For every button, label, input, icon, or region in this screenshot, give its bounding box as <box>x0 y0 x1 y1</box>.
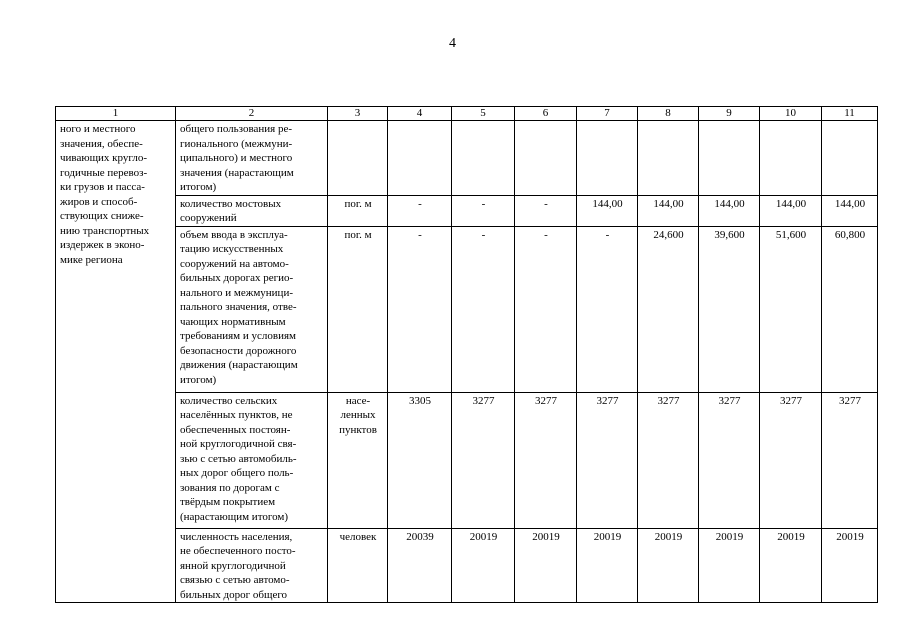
value-cell: 3277 <box>452 392 515 528</box>
value-cell <box>577 121 638 196</box>
value-cell <box>699 121 760 196</box>
value-cell: - <box>452 195 515 226</box>
value-cell: - <box>515 195 577 226</box>
column-header: 3 <box>328 107 388 121</box>
column-header: 4 <box>388 107 452 121</box>
value-cell <box>760 121 822 196</box>
value-cell: 20019 <box>452 528 515 603</box>
value-cell: 144,00 <box>760 195 822 226</box>
table-row <box>56 226 878 392</box>
value-cell: 60,800 <box>822 226 878 392</box>
indicator-name: объем ввода в эксплуа- тацию искусственных сооружений на автомо- бильных дорогах регио- нального и межмуници- пального значения, отве- чающих нормативным требованиям и условиям безопасности дорожного движения (нарастающим итогом) <box>176 226 328 392</box>
value-cell: 144,00 <box>699 195 760 226</box>
indicator-name: количество мостовых сооружений <box>176 195 328 226</box>
indicator-name: общего пользования ре- гионального (межмуни- ципального) и местного значения (нарастающим итогом) <box>176 121 328 196</box>
value-cell: 39,600 <box>699 226 760 392</box>
value-cell: 24,600 <box>638 226 699 392</box>
value-cell: 3277 <box>577 392 638 528</box>
value-cell: 20019 <box>699 528 760 603</box>
column-header: 7 <box>577 107 638 121</box>
value-cell: - <box>515 226 577 392</box>
value-cell <box>452 121 515 196</box>
indicator-name: количество сельских населённых пунктов, не обеспеченных постоян- ной круглогодичной свя- зью с сетью автомобиль- ных дорог общего поль- зования по дорогам с твёрдым покрытием (нарастающим итогом) <box>176 392 328 528</box>
page-number: 4 <box>449 36 456 51</box>
value-cell: 3277 <box>760 392 822 528</box>
value-cell <box>515 121 577 196</box>
column-header: 2 <box>176 107 328 121</box>
value-cell: 20019 <box>822 528 878 603</box>
value-cell: 144,00 <box>822 195 878 226</box>
value-cell: 144,00 <box>577 195 638 226</box>
column-header: 8 <box>638 107 699 121</box>
value-cell: - <box>452 226 515 392</box>
value-cell <box>638 121 699 196</box>
value-cell: 20019 <box>515 528 577 603</box>
value-cell: 3277 <box>638 392 699 528</box>
column-header: 1 <box>56 107 176 121</box>
value-cell <box>822 121 878 196</box>
value-cell: 51,600 <box>760 226 822 392</box>
column-header: 5 <box>452 107 515 121</box>
value-cell: 20019 <box>577 528 638 603</box>
value-cell: - <box>577 226 638 392</box>
indicators-table <box>55 106 878 603</box>
column-header: 10 <box>760 107 822 121</box>
value-cell: - <box>388 226 452 392</box>
unit-cell: человек <box>328 528 388 603</box>
table-row <box>56 528 878 603</box>
table-row <box>56 195 878 226</box>
header-row <box>56 107 878 121</box>
unit-cell <box>328 121 388 196</box>
unit-cell: пог. м <box>328 226 388 392</box>
value-cell: 20019 <box>638 528 699 603</box>
value-cell <box>388 121 452 196</box>
value-cell: 3277 <box>822 392 878 528</box>
value-cell: 3277 <box>515 392 577 528</box>
value-cell: 3305 <box>388 392 452 528</box>
goal-cell: ного и местного значения, обеспе- чивающих кругло- годичные перевоз- ки грузов и пасса- жиров и способ- ствующих сниже- нию транспортных издержек в эконо- мике региона <box>56 121 176 603</box>
unit-cell: пог. м <box>328 195 388 226</box>
value-cell: 20019 <box>760 528 822 603</box>
value-cell: 20039 <box>388 528 452 603</box>
table-row <box>56 121 878 196</box>
value-cell: 3277 <box>699 392 760 528</box>
indicator-name: численность населения, не обеспеченного посто- янной круглогодичной связью с сетью автомо- бильных дорог общего <box>176 528 328 603</box>
column-header: 6 <box>515 107 577 121</box>
value-cell: - <box>388 195 452 226</box>
unit-cell: насе- ленных пунктов <box>328 392 388 528</box>
value-cell: 144,00 <box>638 195 699 226</box>
column-header: 11 <box>822 107 878 121</box>
column-header: 9 <box>699 107 760 121</box>
table-row <box>56 392 878 528</box>
